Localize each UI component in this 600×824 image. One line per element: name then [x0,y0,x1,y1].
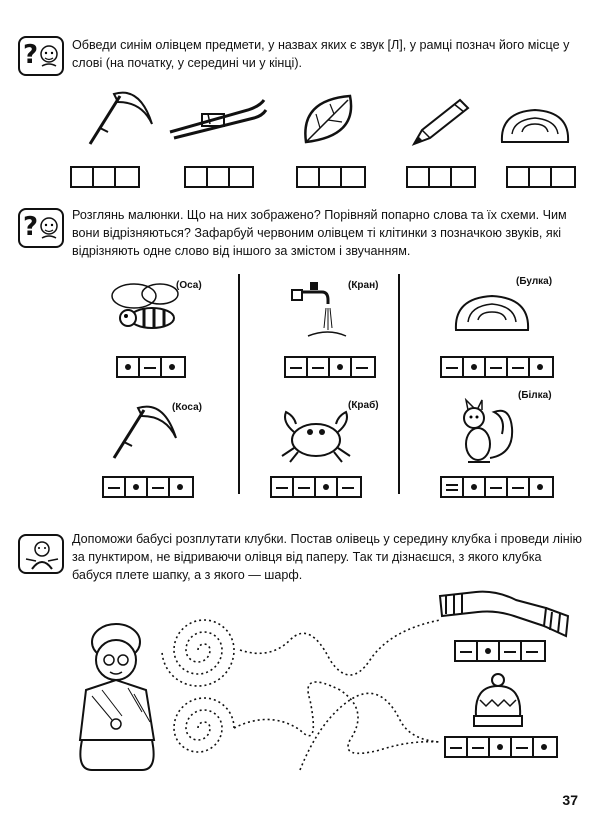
scarf-icon [436,586,576,640]
scheme-cell[interactable] [552,168,574,186]
leaf-icon [298,90,362,150]
question-icon: ? [18,36,64,76]
word-scheme-osa[interactable] [116,356,186,378]
scythe-icon [80,84,160,148]
word-label-kosa: (Коса) [172,402,202,413]
skis-icon [168,96,268,140]
word-scheme[interactable] [70,166,140,188]
column-divider [398,274,400,494]
scheme-cell[interactable] [442,358,464,376]
word-scheme-kosa[interactable] [102,476,194,498]
child-icon [18,534,64,574]
task3-instruction: Допоможи бабусі розплутати клубки. Постав олівець у середину клубка і проведи лінію за пунктиром, не відриваючи олівця від паперу. Так ти дізнаєшся, з якого клубка бабуся плете шапку, а з якого — шарф. [72,532,582,582]
scheme-cell[interactable] [118,358,140,376]
scheme-cell[interactable] [408,168,430,186]
scheme-cell[interactable] [508,168,530,186]
scheme-cell[interactable] [298,168,320,186]
scheme-cell[interactable] [294,478,316,496]
scheme-cell[interactable] [116,168,138,186]
scheme-cell[interactable] [320,168,342,186]
scheme-cell[interactable] [186,168,208,186]
scheme-cell[interactable] [530,358,552,376]
word-scheme-scarf[interactable] [454,640,546,662]
tangled-threads[interactable] [150,600,450,780]
word-label-bilka: (Білка) [518,390,552,401]
scheme-cell[interactable] [522,642,544,660]
scheme-cell[interactable] [72,168,94,186]
word-label-kran: (Кран) [348,280,379,291]
scheme-cell[interactable] [162,358,184,376]
scheme-cell[interactable] [500,642,522,660]
word-scheme-kran[interactable] [284,356,376,378]
scheme-cell[interactable] [272,478,294,496]
hat-icon [468,672,528,730]
question-icon: ? [18,208,64,248]
scheme-cell[interactable] [468,738,490,756]
scheme-cell[interactable] [478,642,500,660]
scheme-cell[interactable] [508,358,530,376]
word-scheme-hat[interactable] [444,736,558,758]
scheme-cell[interactable] [308,358,330,376]
scheme-cell[interactable] [208,168,230,186]
word-label-bulka: (Булка) [516,276,553,287]
scheme-cell[interactable] [452,168,474,186]
scheme-cell[interactable] [456,642,478,660]
column-divider [238,274,240,494]
scheme-cell[interactable] [140,358,162,376]
squirrel-icon [454,398,516,468]
scheme-cell[interactable] [508,478,530,496]
word-scheme-krab[interactable] [270,476,362,498]
task1-instruction: Обведи синім олівцем предмети, у назвах яких є звук [Л], у рамці познач його місце у слові (на початку, у середині чи у кінці). [72,38,570,70]
wasp-icon [104,280,184,336]
scheme-cell[interactable] [486,478,508,496]
scheme-cell[interactable] [94,168,116,186]
scheme-cell[interactable] [442,478,464,496]
faucet-icon [288,276,348,342]
scheme-cell[interactable] [338,478,360,496]
bun-icon [452,290,532,340]
scheme-cell[interactable] [486,358,508,376]
scheme-cell[interactable] [230,168,252,186]
scheme-cell[interactable] [148,478,170,496]
scheme-cell[interactable] [342,168,364,186]
word-scheme-bulka[interactable] [440,356,554,378]
scheme-cell[interactable] [534,738,556,756]
word-scheme-bilka[interactable] [440,476,554,498]
pencil-icon [408,94,472,150]
scheme-cell[interactable] [104,478,126,496]
word-scheme[interactable] [406,166,476,188]
scheme-cell[interactable] [512,738,534,756]
scheme-cell[interactable] [170,478,192,496]
scheme-cell[interactable] [530,168,552,186]
scheme-cell[interactable] [490,738,512,756]
word-scheme[interactable] [184,166,254,188]
scheme-cell[interactable] [430,168,452,186]
word-scheme[interactable] [296,166,366,188]
word-scheme[interactable] [506,166,576,188]
scheme-cell[interactable] [126,478,148,496]
word-label-osa: (Оса) [176,280,202,291]
scheme-cell[interactable] [464,478,486,496]
scheme-cell[interactable] [286,358,308,376]
scheme-cell[interactable] [316,478,338,496]
page-number: 37 [562,792,578,808]
scheme-cell[interactable] [464,358,486,376]
crab-icon [276,404,356,464]
scheme-cell[interactable] [330,358,352,376]
bun-icon [498,104,572,150]
scheme-cell[interactable] [446,738,468,756]
task2-instruction: Розглянь малюнки. Що на них зображено? Порівняй попарно слова та їх схеми. Чим вони відрізняються? Зафарбуй червоним олівцем ті клітинки з позначкою звуків, які відрізняють одне слово від іншого за змістом і звучанням. [72,208,567,258]
word-label-krab: (Краб) [348,400,379,411]
scheme-cell[interactable] [530,478,552,496]
scheme-cell[interactable] [352,358,374,376]
